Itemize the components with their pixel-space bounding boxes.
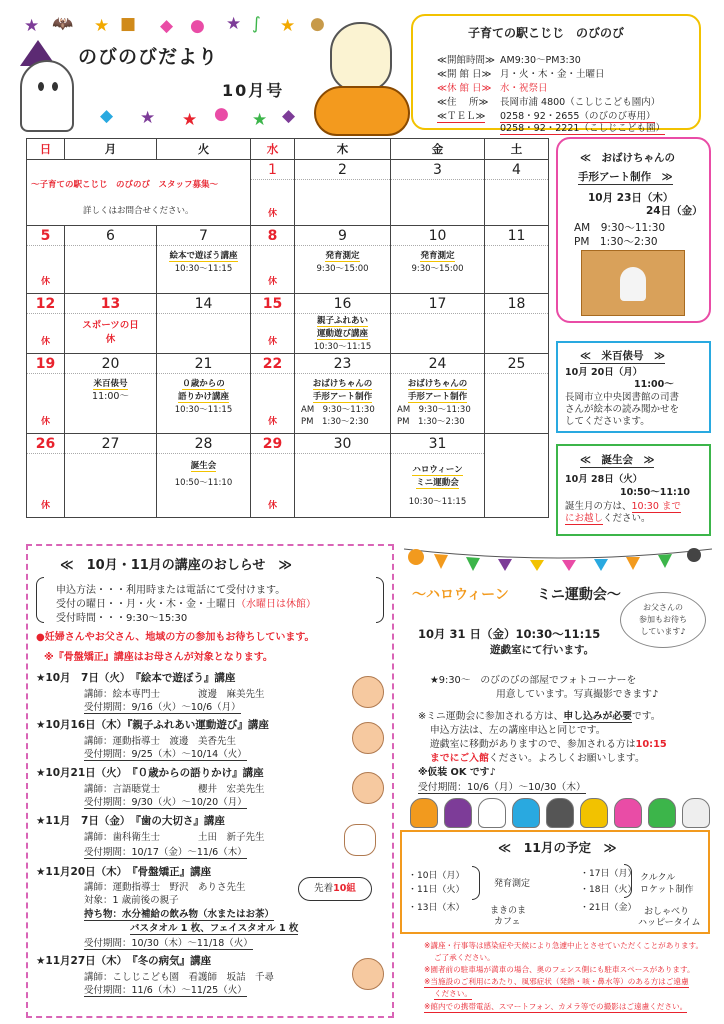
lecture-2-teacher: 講師：運動指導士 渡邊 美香先生 bbox=[84, 736, 237, 747]
nov-event: 発育測定 bbox=[494, 879, 531, 889]
lecture-2-period: 受付期間：9/25（木）～10/14（火） bbox=[84, 746, 247, 761]
info-row-closed-days: ≪休 館 日≫ 水・祝祭日 bbox=[437, 83, 548, 94]
lecture-6-teacher: 講師：こしじこども園 看護師 坂詰 千尋 bbox=[84, 972, 275, 983]
lecture-5-belongings-2: バスタオル 1 枚、フェイスタオル 1 枚 bbox=[130, 920, 298, 935]
event-title: 絵本で遊ぼう講座 bbox=[169, 251, 238, 261]
obake-date-1: 10月 23日（木） bbox=[588, 192, 674, 204]
obake-pm: PM 1:30～2:30 bbox=[574, 236, 658, 248]
day-cell-15: 15 休 bbox=[251, 294, 295, 354]
day-cell-29: 29 休 bbox=[251, 434, 295, 518]
kid-illustration-icon bbox=[352, 722, 384, 754]
event-title: おばけちゃんの bbox=[407, 379, 468, 389]
lecture-4-teacher: 講師：歯科衛生士 土田 新子先生 bbox=[84, 832, 265, 843]
event-title-2: 運動遊び講座 bbox=[316, 329, 368, 339]
event-title-2: 語りかけ講座 bbox=[177, 392, 229, 402]
halloween-title: ～ハロウィーン ミニ運動会～ bbox=[412, 587, 621, 603]
komehyappyo-date: 10月 20日（月） bbox=[565, 367, 643, 378]
komehyappyo-text-3: してくださいます。 bbox=[565, 416, 650, 427]
candy-icon: ● bbox=[190, 16, 205, 36]
info-row-address: ≪住 所≫ 長岡市浦 4800（こしじこども園内） bbox=[437, 97, 661, 108]
halloween-bunting bbox=[404, 545, 712, 571]
event-time: 10:50～11:10 bbox=[174, 478, 233, 488]
info-row-hours: ≪開館時間≫ AM9:30～PM3:30 bbox=[437, 55, 581, 66]
day-cell-30: 30 bbox=[295, 434, 391, 518]
closed-mark: 休 bbox=[40, 417, 50, 427]
star-icon: ★ bbox=[182, 110, 198, 130]
obake-title-1: ≪ おばけちゃんの bbox=[580, 152, 675, 164]
witch-icon bbox=[444, 798, 472, 828]
newsletter-title: のびのびだより bbox=[78, 46, 219, 68]
birthday-text-1: 誕生月の方は、10:30 まで bbox=[565, 501, 681, 512]
calendar-week bbox=[27, 226, 549, 294]
day-cell-6: 6 bbox=[65, 226, 157, 294]
day-cell-14: 14 bbox=[157, 294, 251, 354]
lecture-5-period: 受付期間：10/30（木）～11/18（火） bbox=[84, 935, 253, 950]
day-cell-7: 7 絵本で遊ぼう講座 10:30～11:15 bbox=[157, 226, 251, 294]
day-cell-3: 3 bbox=[391, 160, 485, 226]
bat-icon bbox=[546, 798, 574, 828]
day-cell-9: 9 発育測定 9:30～15:00 bbox=[295, 226, 391, 294]
event-title: 発育測定 bbox=[325, 251, 360, 261]
bat-icon: 🦇 bbox=[52, 14, 74, 34]
obake-am: AM 9:30～11:30 bbox=[574, 222, 666, 234]
halloween-note-2: 申込方法は、左の講座申込と同じです。 bbox=[430, 725, 606, 736]
candy-icon: ◆ bbox=[160, 16, 174, 36]
event-title-2: 手形アート制作 bbox=[407, 392, 468, 402]
halloween-date: 10月 31 日（金）10:30～11:15 bbox=[418, 627, 601, 641]
pumpkin-icon bbox=[410, 798, 438, 828]
event-time-pm: PM 1:30～2:30 bbox=[301, 417, 369, 427]
closed-mark: 休 bbox=[40, 501, 50, 511]
day-cell-22: 22 休 bbox=[251, 354, 295, 434]
lecture-6-head: ★11月27日（木） 『冬の病気』講座 bbox=[36, 955, 212, 967]
lecture-6-period: 受付期間：11/6（木）～11/25（火） bbox=[84, 982, 247, 997]
lion-icon bbox=[580, 798, 608, 828]
tooth-icon bbox=[344, 824, 376, 856]
lecture-1-teacher: 講師：絵本専門士 渡邊 麻美先生 bbox=[84, 689, 265, 700]
weekday-thu: 木 bbox=[295, 139, 391, 160]
lollipop-icon: ● bbox=[214, 104, 229, 124]
notice-everyone: ●妊婦さんやお父さん、地域の方の参加もお待ちしています。 bbox=[36, 632, 315, 643]
event-title: ハロウィーン bbox=[412, 465, 463, 475]
lecture-1-head: ★10月 7日（火） 『絵本で遊ぼう』講座 bbox=[36, 672, 236, 684]
halloween-place: 遊戯室にて行います。 bbox=[490, 644, 595, 656]
day-cell-2: 2 bbox=[295, 160, 391, 226]
day-cell-16: 16 親子ふれあい 運動遊び講座 10:30～11:15 bbox=[295, 294, 391, 354]
photo-corner-2: 用意しています。写真撮影できます♪ bbox=[496, 689, 659, 700]
photo-corner-1: ★9:30～ のびのびの部屋でフォトコーナーを bbox=[430, 675, 637, 686]
day-cell-27: 27 bbox=[65, 434, 157, 518]
bracket-left bbox=[36, 577, 44, 623]
facility-name: 子育ての駅こじじ のびのび bbox=[468, 26, 625, 40]
komehyappyo-time: 11:00～ bbox=[634, 379, 674, 390]
event-title-2: ミニ運動会 bbox=[416, 478, 459, 488]
komehyappyo-text-1: 長岡市立中央図書館の司書 bbox=[565, 392, 680, 403]
staff-notice-detail: 詳しくはお問合せください。 bbox=[83, 206, 194, 216]
brace-icon bbox=[472, 866, 480, 900]
day-cell-25: 25 bbox=[485, 354, 549, 434]
day-cell-13: 13 スポーツの日 休 bbox=[65, 294, 157, 354]
star-icon: ★ bbox=[252, 110, 268, 130]
birthday-date: 10月 28日（火） bbox=[565, 474, 643, 485]
star-icon: ★ bbox=[94, 16, 110, 36]
birthday-text-2: にお越しください。 bbox=[565, 513, 651, 524]
lecture-2-head: ★10月16日（木）『親子ふれあい運動遊び』講座 bbox=[36, 719, 269, 731]
calendar-week bbox=[27, 294, 549, 354]
weekday-sat: 土 bbox=[485, 139, 549, 160]
wizard-icon bbox=[512, 798, 540, 828]
weekday-tue: 火 bbox=[157, 139, 251, 160]
candy-icon: ■ bbox=[120, 14, 137, 34]
bracket-right bbox=[376, 577, 384, 623]
star-icon: ★ bbox=[280, 16, 296, 36]
star-icon: ★ bbox=[24, 16, 40, 36]
halloween-note-3: 遊戯室に移動がありますので、参加される方は10:15 bbox=[430, 739, 667, 750]
lecture-5-head: ★11月20日（木） 『骨盤矯正』講座 bbox=[36, 866, 212, 878]
ghost-icon bbox=[478, 798, 506, 828]
event-time-am: AM 9:30～11:30 bbox=[301, 405, 375, 415]
day-cell-23: 23 おばけちゃんの 手形アート制作 AM 9:30～11:30 PM 1:30～2:30 bbox=[295, 354, 391, 434]
lecture-3-head: ★10月21日（火） 『０歳からの語りかけ』講座 bbox=[36, 767, 264, 779]
calendar-week bbox=[27, 354, 549, 434]
lecture-3-period: 受付期間：9/30（火）～10/20（月） bbox=[84, 794, 247, 809]
day-cell-1: 1 休 bbox=[251, 160, 295, 226]
event-time: 10:30～11:15 bbox=[174, 405, 233, 415]
handprint-art-photo bbox=[581, 250, 685, 316]
komehyappyo-text-2: さんが絵本の読み聞かせを bbox=[565, 404, 680, 415]
apply-method: 申込方法・・・利用時または電話にて受付けます。 bbox=[56, 585, 286, 596]
candy-cane-icon: ∫ bbox=[252, 14, 261, 34]
closed-mark: 休 bbox=[267, 501, 277, 511]
event-title-2: 手形アート制作 bbox=[312, 392, 373, 402]
day-cell-8: 8 休 bbox=[251, 226, 295, 294]
day-cell-5: 5 休 bbox=[27, 226, 65, 294]
event-time: 11:00～ bbox=[92, 391, 129, 402]
lecture-4-period: 受付期間：10/17（金）～11/6（木） bbox=[84, 844, 247, 859]
kid-costume-icon bbox=[614, 798, 642, 828]
star-icon: ★ bbox=[226, 14, 242, 34]
event-time-pm: PM 1:30～2:30 bbox=[397, 417, 465, 427]
limit-badge: 先着10組 bbox=[298, 877, 372, 901]
day-cell-18: 18 bbox=[485, 294, 549, 354]
frankenstein-icon bbox=[648, 798, 676, 828]
kid-illustration-icon bbox=[352, 772, 384, 804]
obake-title-2: 手形アート制作 ≫ bbox=[578, 171, 673, 183]
cookie-icon: ● bbox=[310, 14, 325, 34]
lecture-1-period: 受付期間：9/16（火）～10/6（月） bbox=[84, 699, 241, 714]
nov-event: クルクル bbox=[640, 873, 676, 883]
day-cell-4: 4 bbox=[485, 160, 549, 226]
weekday-fri: 金 bbox=[391, 139, 485, 160]
lecture-3-teacher: 講師：言語聴覚士 櫻井 宏美先生 bbox=[84, 784, 265, 795]
day-cell-17: 17 bbox=[391, 294, 485, 354]
day-cell-11: 11 bbox=[485, 226, 549, 294]
october-calendar bbox=[26, 138, 549, 518]
weekday-wed: 水 bbox=[251, 139, 295, 160]
event-time: 10:30～11:15 bbox=[313, 342, 372, 352]
nov-date: ・10日（月） bbox=[408, 871, 465, 881]
nov-date: ・11日（火） bbox=[408, 885, 465, 895]
event-title: 誕生会 bbox=[190, 461, 217, 471]
day-cell-empty bbox=[485, 434, 549, 518]
day-cell-21: 21 ０歳からの 語りかけ講座 10:30～11:15 bbox=[157, 354, 251, 434]
kid-illustration-icon bbox=[352, 958, 384, 990]
info-row-tel-2: 0258・92・2221（こしじこども園） bbox=[0, 120, 724, 132]
weekday-mon: 月 bbox=[65, 139, 157, 160]
day-cell-31: 31 ハロウィーン ミニ運動会 10:30～11:15 bbox=[391, 434, 485, 518]
day-cell-12: 12 休 bbox=[27, 294, 65, 354]
nov-event: ロケット制作 bbox=[640, 885, 694, 895]
closed-mark: 休 bbox=[105, 334, 116, 345]
staff-notice: ～子育ての駅こじじ のびのび スタッフ募集～ bbox=[31, 180, 219, 190]
staff-notice-cell bbox=[27, 160, 251, 226]
nov-date: ・18日（火） bbox=[580, 885, 637, 895]
holiday-label: スポーツの日 bbox=[82, 320, 139, 331]
weekday-sun: 日 bbox=[27, 139, 65, 160]
event-time: 10:30～11:15 bbox=[408, 497, 467, 507]
closed-mark: 休 bbox=[267, 277, 277, 287]
lecture-5-teacher: 講師：運動指導士 野沢 ありさ先生 bbox=[84, 882, 246, 893]
nov-date: ・17日（月） bbox=[580, 869, 637, 879]
event-time: 10:30～11:15 bbox=[174, 264, 233, 274]
nov-date: ・21日（金） bbox=[580, 903, 637, 913]
day-cell-26: 26 休 bbox=[27, 434, 65, 518]
halloween-note-1: ※ミニ運動会に参加される方は、申し込みが必要です。 bbox=[418, 711, 661, 722]
event-title: 発育測定 bbox=[420, 251, 455, 261]
nov-event: おしゃべり bbox=[644, 907, 690, 917]
day-cell-24: 24 おばけちゃんの 手形アート制作 AM 9:30～11:30 PM 1:30～2:30 bbox=[391, 354, 485, 434]
obake-date-2: 24日（金） bbox=[646, 205, 703, 217]
event-time-am: AM 9:30～11:30 bbox=[397, 405, 471, 415]
closed-mark: 休 bbox=[267, 209, 277, 219]
info-row-open-days: ≪開 館 日≫ 月・火・木・金・土曜日 bbox=[437, 69, 605, 80]
apply-hours: 受付時間・・・9:30～15:30 bbox=[56, 613, 188, 624]
nov-event: カフェ bbox=[494, 917, 521, 927]
candy-icon: ★ bbox=[140, 108, 156, 128]
speech-bubble: お父さんの 参加もお待ち しています♪ bbox=[620, 592, 706, 648]
closed-mark: 休 bbox=[40, 337, 50, 347]
day-cell-20: 20 米百俵号 11:00～ bbox=[65, 354, 157, 434]
halloween-note-4: までにご入館ください。よろしくお願いします。 bbox=[430, 753, 645, 764]
birthday-title: ≪ 誕生会 ≫ bbox=[580, 454, 655, 466]
info-row-tel: ≪ＴＥＬ≫ 0258・92・2655（のびのび専用） bbox=[0, 108, 724, 120]
brace-icon bbox=[624, 864, 632, 898]
kid-illustration-icon bbox=[352, 676, 384, 708]
closed-mark: 休 bbox=[267, 337, 277, 347]
closed-mark: 休 bbox=[40, 277, 50, 287]
november-title: ≪ 11月の予定 ≫ bbox=[498, 840, 617, 855]
lecture-5-belongings: 持ち物：水分補給の飲み物（水またはお茶） bbox=[84, 906, 274, 921]
event-time: 9:30～15:00 bbox=[411, 264, 464, 274]
lecture-notice-title: ≪ 10月・11月の講座のおしらせ ≫ bbox=[60, 558, 293, 573]
costume-ok: ※仮装 OK です♪ bbox=[418, 767, 496, 778]
notice-pelvis: ※『骨盤矯正』講座はお母さんが対象となります。 bbox=[44, 652, 273, 663]
lecture-5-target: 対象：1 歳前後の親子 bbox=[84, 895, 179, 906]
halloween-characters bbox=[410, 798, 710, 832]
lecture-4-head: ★11月 7日（金） 『歯の大切さ』講座 bbox=[36, 815, 225, 827]
event-title: 親子ふれあい bbox=[316, 316, 368, 326]
event-title: 米百俵号 bbox=[93, 379, 128, 389]
calendar-week bbox=[27, 160, 549, 226]
day-cell-10: 10 発育測定 9:30～15:00 bbox=[391, 226, 485, 294]
mummy-icon bbox=[682, 798, 710, 828]
event-title: ０歳からの bbox=[182, 379, 225, 389]
nov-event: まきのま bbox=[490, 906, 527, 916]
nov-event: ハッピータイム bbox=[638, 918, 701, 928]
apply-days: 受付の曜日・・月・火・木・金・土曜日（水曜日は休館） bbox=[56, 599, 316, 610]
calendar-header-row bbox=[27, 139, 549, 160]
birthday-time: 10:50～11:10 bbox=[620, 487, 690, 498]
nov-date: ・13日（木） bbox=[408, 903, 465, 913]
komehyappyo-title: ≪ 米百俵号 ≫ bbox=[580, 350, 665, 362]
day-cell-28: 28 誕生会 10:50～11:10 bbox=[157, 434, 251, 518]
day-cell-19: 19 休 bbox=[27, 354, 65, 434]
event-time: 9:30～15:00 bbox=[316, 264, 369, 274]
event-title: おばけちゃんの bbox=[312, 379, 373, 389]
candy-icon: ◆ bbox=[100, 106, 114, 126]
halloween-period: 受付期間：10/6（月）～10/30（木） bbox=[418, 779, 586, 794]
candy-icon: ◆ bbox=[282, 106, 296, 126]
closed-mark: 休 bbox=[267, 417, 277, 427]
newsletter-month: 10月号 bbox=[222, 81, 285, 100]
calendar-week bbox=[27, 434, 549, 518]
